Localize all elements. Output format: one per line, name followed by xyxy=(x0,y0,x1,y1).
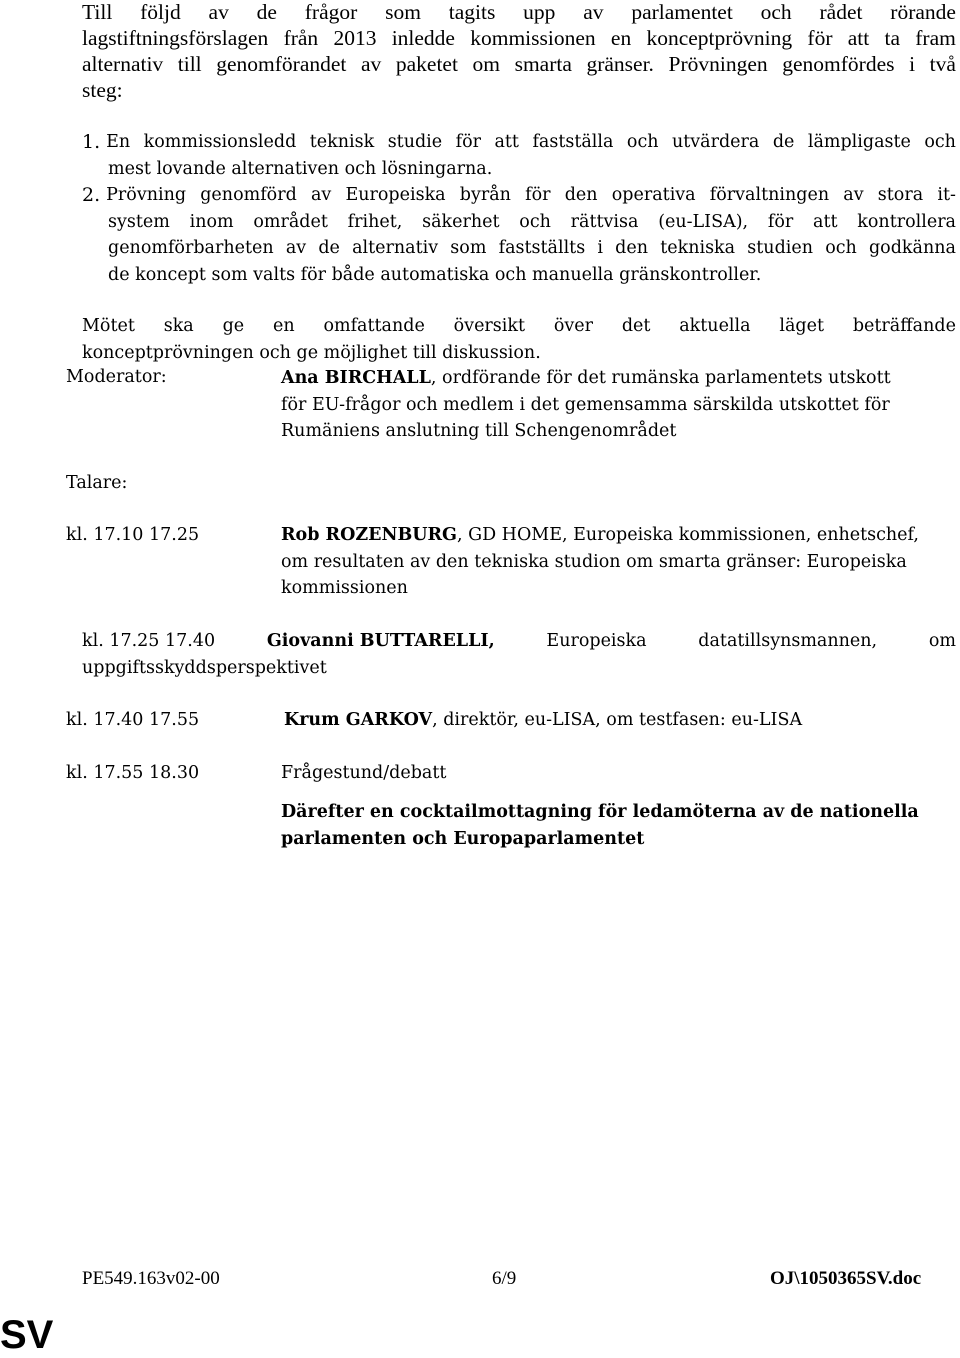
session-time: kl. 17.25 17.40 xyxy=(82,631,216,651)
intro-line xyxy=(82,51,956,77)
word: gränser. xyxy=(586,52,654,76)
word: och xyxy=(825,238,857,258)
word: frihet, xyxy=(347,211,403,232)
word: inom xyxy=(189,211,234,232)
word: fastställa xyxy=(532,132,614,152)
session-entry: Krum GARKOV, direktör, eu-LISA, om testfasen: eu-LISA xyxy=(284,710,803,730)
word: av xyxy=(310,185,332,205)
word: beträffande xyxy=(852,316,956,336)
word: ska xyxy=(163,316,194,336)
word: de xyxy=(318,238,340,258)
speaker-name: Krum GARKOV xyxy=(284,710,433,730)
word: och xyxy=(924,132,956,152)
moderator-line: Ana BIRCHALL, ordförande för det rumänska parlamentets utskott xyxy=(281,368,891,388)
word: att xyxy=(847,26,870,50)
word: inledde xyxy=(391,26,455,50)
page-number: 6/9 xyxy=(492,1268,517,1289)
word: alternativ xyxy=(352,238,439,258)
word: genomförd xyxy=(200,185,297,205)
word: lämpligaste xyxy=(807,132,911,152)
language-code: SV xyxy=(0,1313,54,1357)
word: fram xyxy=(915,26,956,50)
session-line: Rob ROZENBURG, GD HOME, Europeiska kommissionen, enhetschef, xyxy=(281,525,919,545)
word: paketet xyxy=(395,52,458,76)
word: system xyxy=(108,211,170,232)
word: de xyxy=(256,0,277,24)
word: rättvisa xyxy=(570,211,639,232)
word: den xyxy=(564,185,598,205)
word: och xyxy=(760,0,792,24)
word: Europeiska xyxy=(345,185,446,205)
word: av xyxy=(583,0,604,24)
step-number: 1. xyxy=(82,131,101,153)
file-reference: OJ\1050365SV.doc xyxy=(770,1268,922,1289)
word: Prövning xyxy=(106,185,187,205)
word: översikt xyxy=(453,316,525,336)
step-line xyxy=(82,182,956,209)
word: de xyxy=(772,132,795,152)
word: rörande xyxy=(890,0,956,24)
word: tagits xyxy=(448,0,496,24)
session-line: om resultaten av den tekniska studion om smarta gränser: Europeiska xyxy=(281,551,907,572)
word: upp xyxy=(523,0,556,24)
session-entry xyxy=(281,522,956,602)
word: om xyxy=(472,52,500,76)
word: att xyxy=(813,211,838,232)
word: frågor xyxy=(304,0,358,24)
meeting-line: konceptprövningen och ge möjlighet till diskussion. xyxy=(82,342,541,363)
word: kommissionen xyxy=(470,26,596,50)
word: smarta xyxy=(514,52,572,76)
word: den xyxy=(615,238,649,258)
moderator-name: Ana BIRCHALL xyxy=(281,368,431,388)
word: teknisk xyxy=(309,132,375,152)
word: parlamentet xyxy=(631,0,733,24)
word: över xyxy=(553,316,593,336)
word: konceptprövning xyxy=(646,26,793,50)
word: kontrollera xyxy=(857,211,956,232)
word: it- xyxy=(937,185,956,205)
word: som xyxy=(385,0,421,24)
word: en xyxy=(610,26,632,50)
moderator-label: Moderator: xyxy=(66,367,167,387)
word: studien xyxy=(747,238,813,258)
reception-line: parlamenten och Europaparlamentet xyxy=(281,828,645,849)
word: alternativ xyxy=(82,52,164,76)
word: godkänna xyxy=(868,238,956,258)
word: lagstiftningsförslagen xyxy=(82,26,269,50)
moderator-entry xyxy=(281,365,956,445)
reception-note xyxy=(281,799,956,852)
step-1 xyxy=(82,129,956,182)
word: utvärdera xyxy=(671,132,760,152)
word: det xyxy=(621,316,651,336)
word: 2013 xyxy=(333,26,377,50)
word: av xyxy=(843,185,864,205)
intro-line: steg: xyxy=(82,78,123,102)
session-entry: Frågestund/debatt xyxy=(281,763,447,783)
word: fastställts xyxy=(498,238,586,258)
word: en xyxy=(272,316,295,336)
word: tekniska xyxy=(660,238,736,258)
word: i xyxy=(597,238,603,258)
step-number: 2. xyxy=(82,184,101,206)
word: genomförbarheten xyxy=(108,238,274,258)
word: byrån xyxy=(459,185,511,205)
word: genomfördes xyxy=(782,52,895,76)
step-2 xyxy=(82,182,956,288)
meeting-line xyxy=(82,313,956,340)
word: två xyxy=(929,52,956,76)
word: Till xyxy=(82,0,113,24)
word: för xyxy=(455,132,481,152)
word: En xyxy=(106,132,131,152)
word: aktuella xyxy=(679,316,751,336)
session-entry xyxy=(82,628,956,681)
session-time: kl. 17.40 17.55 xyxy=(66,710,200,730)
session-time: kl. 17.55 18.30 xyxy=(66,763,200,783)
word: i xyxy=(909,52,916,76)
moderator-line: Rumäniens anslutning till Schengenområdet xyxy=(281,421,677,441)
word: av xyxy=(208,0,229,24)
word: att xyxy=(494,132,519,152)
word: rådet xyxy=(819,0,863,24)
word: förvaltningen xyxy=(709,185,830,205)
word: Mötet xyxy=(82,316,135,336)
intro-line xyxy=(82,0,956,25)
meeting-paragraph xyxy=(82,313,956,366)
word: följd xyxy=(140,0,181,24)
intro-paragraph xyxy=(82,0,956,103)
word: som xyxy=(450,238,487,258)
word: stora xyxy=(877,185,924,205)
word: säkerhet xyxy=(422,211,500,232)
word: läget xyxy=(779,316,825,336)
session-line: kommissionen xyxy=(281,578,408,598)
moderator-line: för EU-frågor och medlem i det gemensamma särskilda utskottet för xyxy=(281,394,890,415)
word: området xyxy=(253,211,328,232)
word: till xyxy=(177,52,202,76)
word: kommissionsledd xyxy=(143,132,297,152)
step-line xyxy=(82,129,956,156)
word: av xyxy=(285,238,307,258)
word: för xyxy=(807,26,833,50)
session-line: uppgiftsskyddsperspektivet xyxy=(82,657,327,678)
session-time: kl. 17.10 17.25 xyxy=(66,525,200,545)
word: ge xyxy=(222,316,245,336)
word: från xyxy=(283,26,319,50)
word: Prövningen xyxy=(668,52,768,76)
word: operativa xyxy=(611,185,696,205)
document-reference: PE549.163v02-00 xyxy=(82,1268,220,1289)
word: studie xyxy=(387,132,443,152)
word: (eu-LISA), xyxy=(658,211,749,232)
word: omfattande xyxy=(323,316,425,336)
word: och xyxy=(626,132,659,152)
step-line: de koncept som valts för både automatiska och manuella gränskontroller. xyxy=(108,264,762,285)
word: ta xyxy=(884,26,901,50)
word: och xyxy=(519,211,551,232)
word: av xyxy=(360,52,382,76)
step-line xyxy=(108,235,956,262)
speaker-name: Rob ROZENBURG xyxy=(281,525,457,545)
session-line: kl. 17.25 17.40 Giovanni BUTTARELLI, Europeiska datatillsynsmannen, om xyxy=(82,628,956,655)
speakers-label: Talare: xyxy=(66,473,128,493)
word: genomförandet xyxy=(216,52,347,76)
intro-line xyxy=(82,25,956,51)
word: för xyxy=(767,211,794,232)
step-line xyxy=(108,209,956,236)
reception-line: Därefter en cocktailmottagning för ledamöterna av de nationella xyxy=(281,802,919,822)
step-line: mest lovande alternativen och lösningarna. xyxy=(108,158,493,179)
word: för xyxy=(525,185,551,205)
speaker-name: Giovanni BUTTARELLI, xyxy=(266,631,495,651)
